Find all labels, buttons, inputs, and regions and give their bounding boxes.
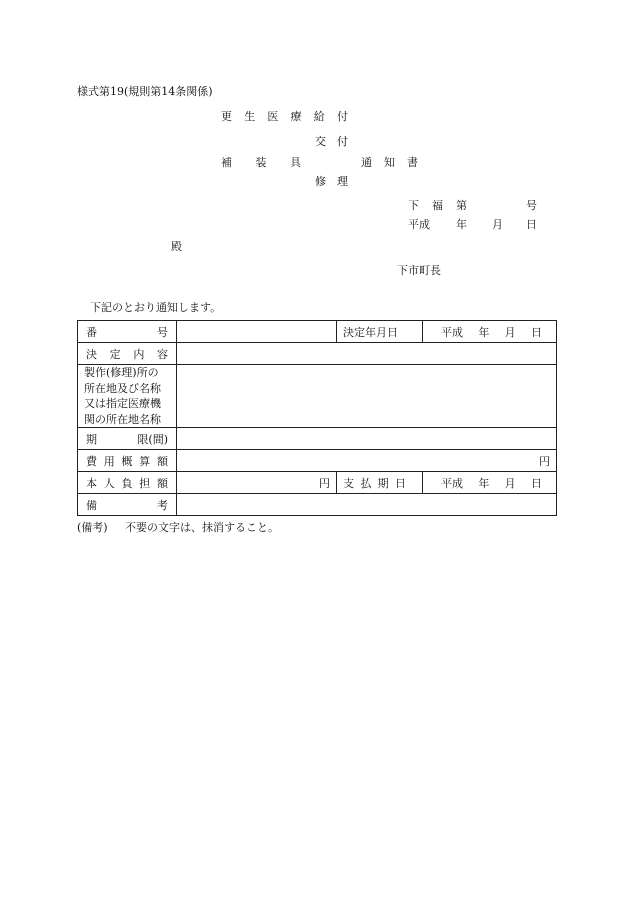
- doc-date-year: 年: [456, 218, 467, 231]
- number-value[interactable]: [177, 321, 337, 343]
- burden-value[interactable]: [177, 472, 337, 494]
- doc-date-era: 平成: [408, 218, 430, 231]
- table-row: [78, 343, 557, 365]
- doc-number-prefix: 下 福 第: [408, 199, 467, 212]
- number-label: 番 号: [78, 321, 177, 343]
- table-row: [78, 450, 557, 472]
- title-line-3-left: 補 装 具: [221, 156, 301, 169]
- remarks-value[interactable]: [177, 494, 557, 516]
- decision-date-label: 決定年月日: [337, 321, 423, 343]
- period-value[interactable]: [177, 428, 557, 450]
- table-row: [78, 428, 557, 450]
- decision-content-value[interactable]: [177, 343, 557, 365]
- issuer-name: 下市町長: [397, 264, 441, 277]
- doc-date-day: 日: [526, 218, 537, 231]
- cost-value[interactable]: [177, 450, 557, 472]
- facility-label: 製作(修理)所の 所在地及び名称 又は指定医療機 関の所在地名称: [78, 365, 177, 428]
- table-row: [78, 494, 557, 516]
- decision-date-value[interactable]: 平成 年 月 日: [423, 321, 557, 343]
- burden-unit: 円: [319, 476, 330, 490]
- title-line-3-right: 通 知 書: [361, 156, 418, 169]
- footnote-label: (備考): [77, 521, 108, 534]
- table-row: [78, 321, 557, 343]
- title-line-2: 交 付: [315, 135, 348, 148]
- form-header: 様式第19(規則第14条関係): [77, 85, 213, 98]
- doc-date-month: 月: [492, 218, 503, 231]
- notice-table: [77, 320, 557, 516]
- intro-text: 下記のとおり通知します。: [90, 301, 222, 314]
- decision-content-label: 決 定 内 容: [78, 343, 177, 365]
- remarks-label: 備 考: [78, 494, 177, 516]
- payment-date-value[interactable]: 平成 年 月 日: [423, 472, 557, 494]
- doc-number-suffix: 号: [526, 199, 537, 212]
- period-label: 期 限(間): [78, 428, 177, 450]
- cost-unit: 円: [539, 454, 550, 468]
- title-line-4: 修 理: [315, 175, 348, 188]
- table-row: [78, 472, 557, 494]
- title-line-1: 更 生 医 療 給 付: [221, 110, 348, 123]
- payment-date-label: 支 払 期 日: [337, 472, 423, 494]
- burden-label: 本 人 負 担 額: [78, 472, 177, 494]
- cost-label: 費 用 概 算 額: [78, 450, 177, 472]
- footnote-text: 不要の文字は、抹消すること。: [125, 521, 279, 534]
- addressee-suffix: 殿: [171, 240, 182, 253]
- facility-value[interactable]: [177, 365, 557, 428]
- table-row: [78, 365, 557, 428]
